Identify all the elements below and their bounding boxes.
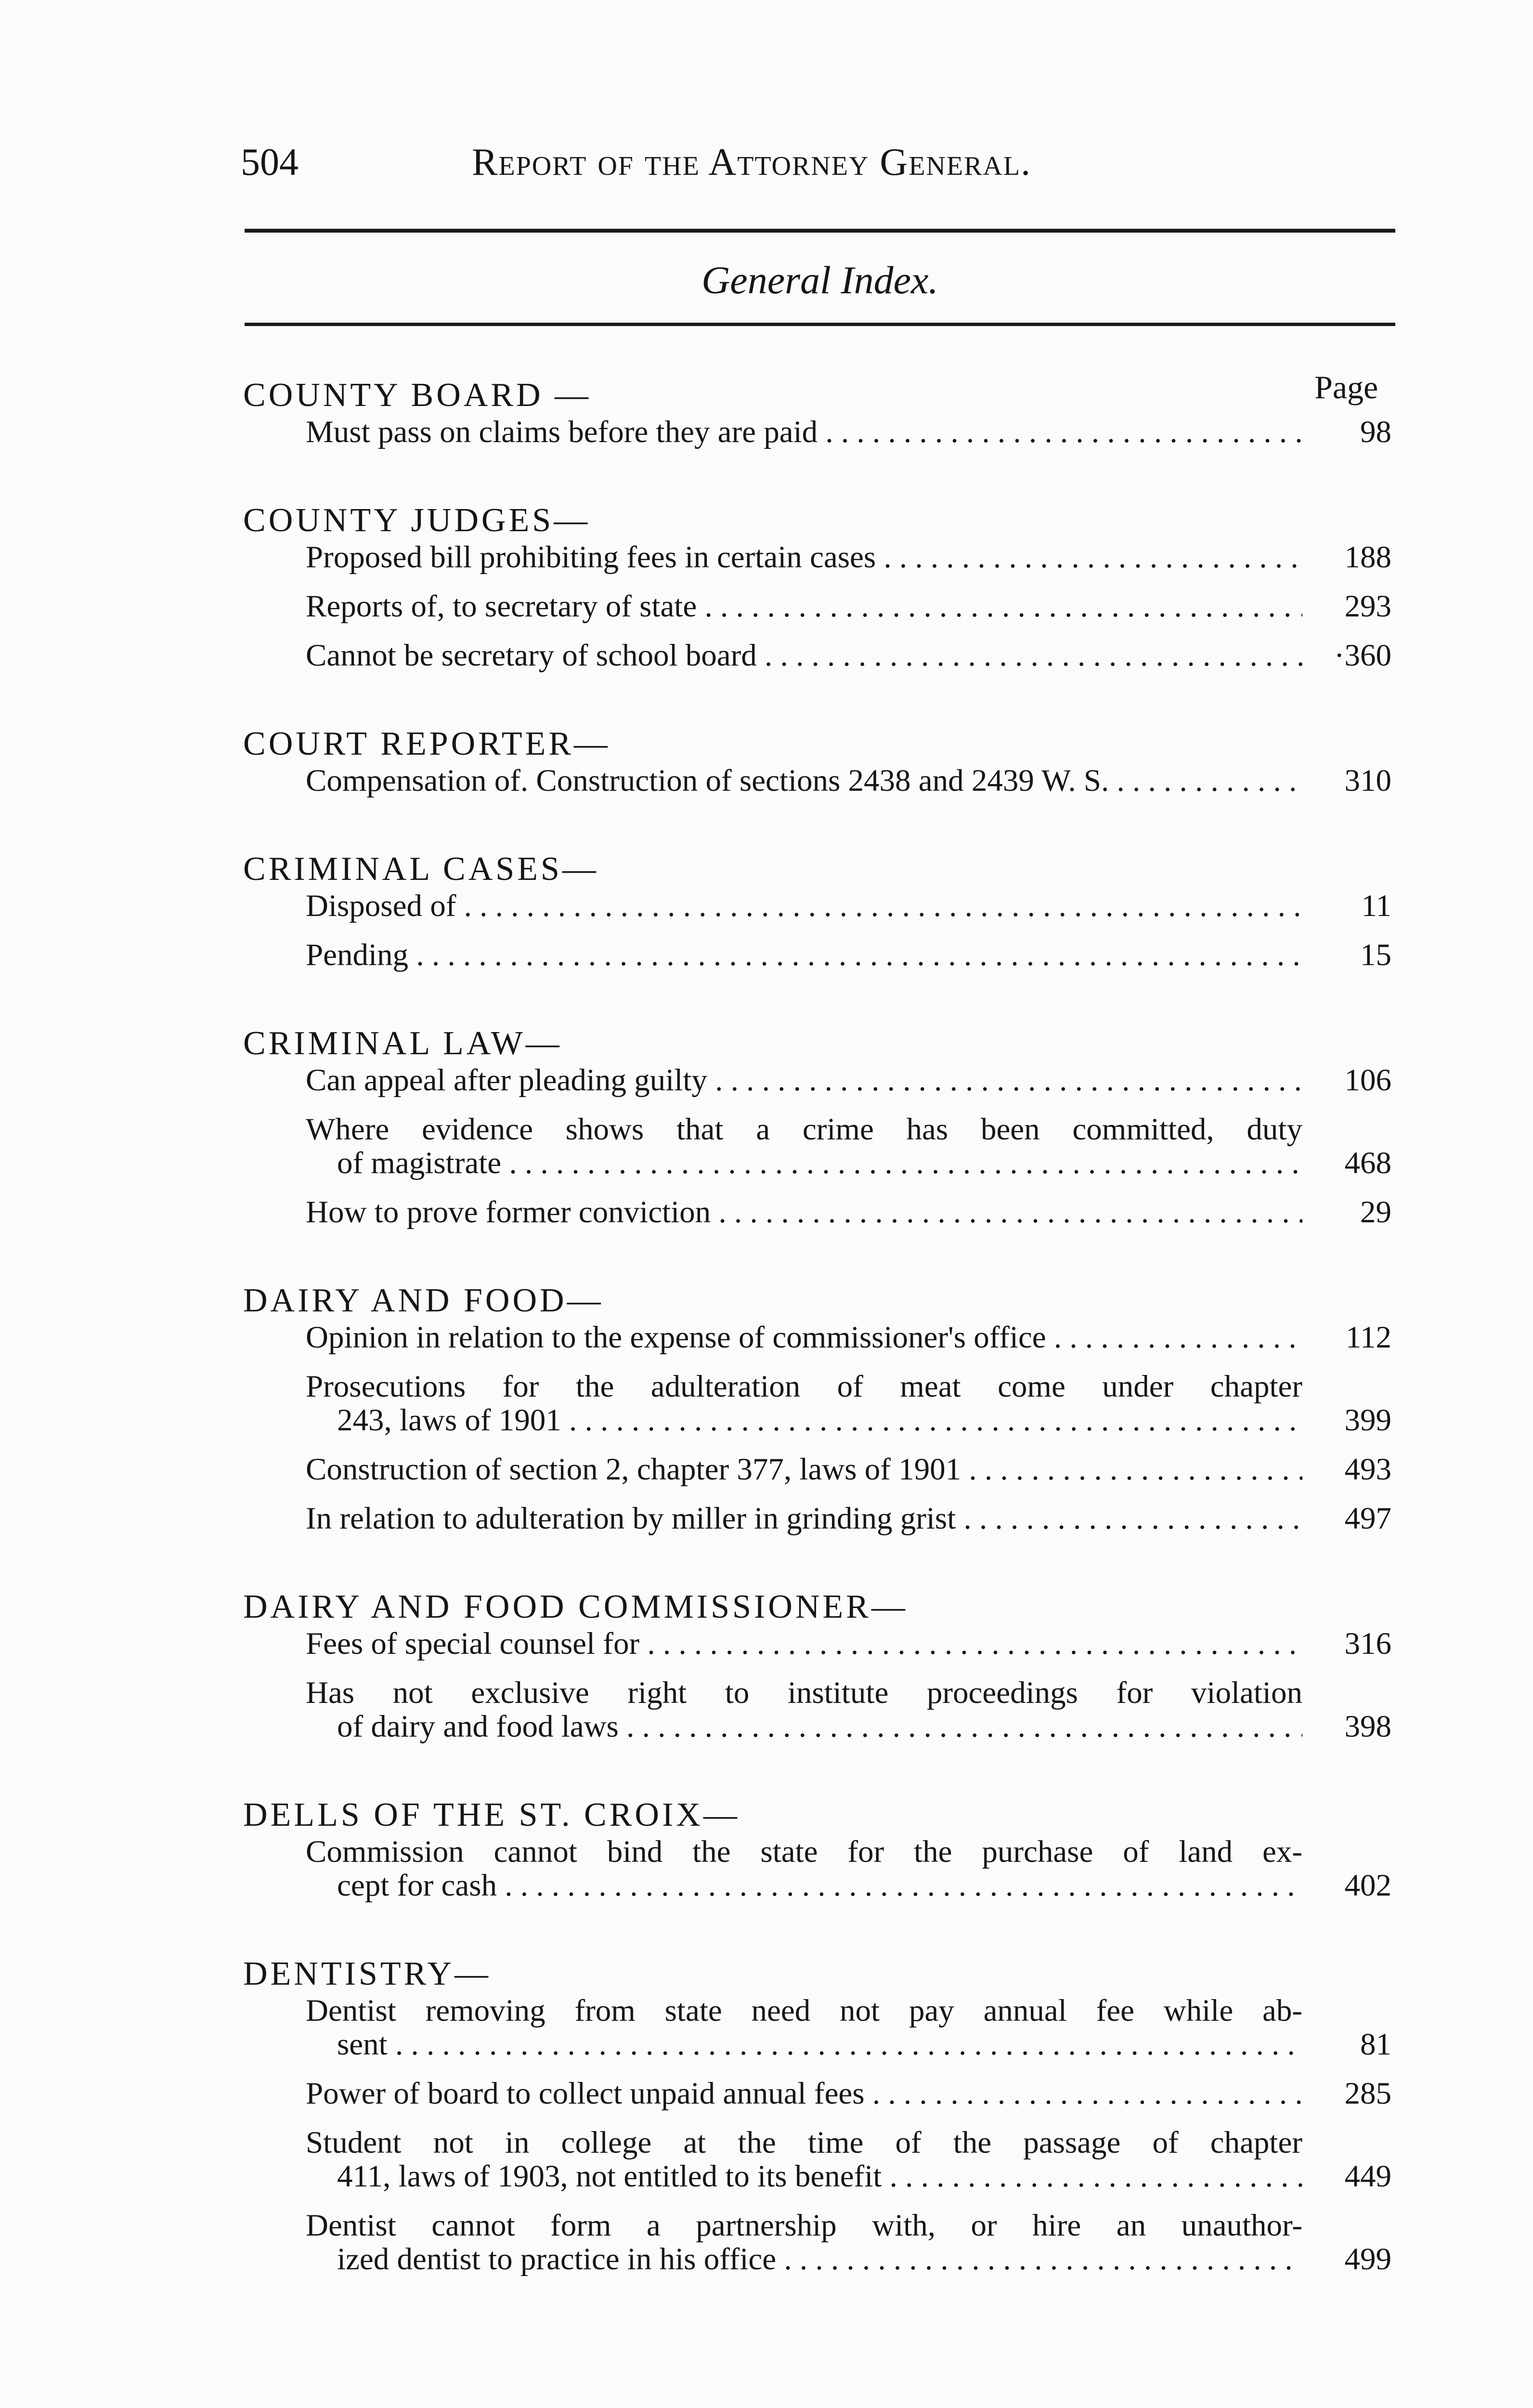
index-item-text: Prosecutions for the adulteration of meat come under chapter (306, 1370, 1302, 1403)
general-index (243, 376, 1399, 2328)
index-item-text: Must pass on claims before they are paid . . . (306, 415, 1302, 449)
top-rule (245, 229, 1395, 233)
index-item-text: Construction of section 2, chapter 377, laws of 1901 . . . (306, 1453, 1302, 1486)
index-entry (243, 1281, 1399, 1535)
index-item (306, 938, 1391, 972)
index-heading: COURT REPORTER— (243, 725, 611, 762)
index-item-text: Power of board to collect unpaid annual fees . . . (306, 2077, 1302, 2110)
index-item-page: 497 (1314, 1502, 1391, 1535)
index-item-continuation: of magistrate . . . (306, 1146, 1302, 1180)
index-entry (243, 1795, 1399, 1902)
index-item (306, 2076, 1391, 2111)
index-item-text: Fees of special counsel for . . . (306, 1627, 1302, 1661)
index-item-text: Cannot be secretary of school board . . . (306, 639, 1302, 672)
index-item-text: In relation to adulteration by miller in grinding grist . . . (306, 1502, 1302, 1535)
index-item (306, 2126, 1391, 2194)
index-item-text: Opinion in relation to the expense of commissioner's office . . . (306, 1321, 1302, 1354)
index-item-page: 402 (1314, 1869, 1391, 1902)
index-item (306, 1370, 1391, 1438)
running-head (241, 141, 1396, 189)
index-item (306, 638, 1391, 673)
index-item (306, 1835, 1391, 1903)
index-heading: CRIMINAL CASES— (243, 851, 599, 888)
bottom-rule (245, 323, 1395, 326)
index-item-page: 81 (1314, 2028, 1391, 2061)
index-item (306, 1676, 1391, 1744)
index-item (306, 589, 1391, 624)
index-item-page: 449 (1314, 2159, 1391, 2193)
index-item-page: 112 (1314, 1321, 1391, 1354)
index-item (306, 1501, 1391, 1536)
page-column-label: Page (1314, 369, 1378, 406)
index-item-page: 106 (1314, 1063, 1391, 1097)
index-heading: COUNTY BOARD — (243, 377, 592, 414)
index-item (306, 1994, 1391, 2062)
index-item-text: Proposed bill prohibiting fees in certain cases . . . (306, 540, 1302, 574)
index-entry (243, 1587, 1399, 1743)
index-item-text: Compensation of. Construction of sections 2438 and 2439 W. S. . . . (306, 764, 1302, 798)
index-item (306, 889, 1391, 923)
index-item-page: ·360 (1314, 639, 1391, 672)
index-item (306, 1112, 1391, 1180)
index-heading: DAIRY AND FOOD COMMISSIONER— (243, 1588, 908, 1625)
index-item-continuation: ized dentist to practice in his office . . . (306, 2242, 1302, 2276)
index-heading: DELLS OF THE ST. CROIX— (243, 1796, 740, 1833)
index-item-page: 399 (1314, 1403, 1391, 1437)
section-title: General Index. (702, 258, 938, 302)
index-item-page: 493 (1314, 1453, 1391, 1486)
index-item-continuation: sent . . . (306, 2028, 1302, 2061)
index-item-page: 15 (1314, 938, 1391, 972)
index-item-page: 310 (1314, 764, 1391, 798)
index-item-page: 285 (1314, 2077, 1391, 2110)
index-item (306, 1063, 1391, 1098)
index-item-page: 98 (1314, 415, 1391, 449)
index-item (306, 1195, 1391, 1230)
index-item (306, 2209, 1391, 2277)
index-heading: DAIRY AND FOOD— (243, 1282, 604, 1319)
index-item-text: Has not exclusive right to institute proceedings for violation (306, 1676, 1302, 1710)
index-item-page: 398 (1314, 1710, 1391, 1743)
index-item-text: Disposed of . . . (306, 889, 1302, 923)
index-item-continuation: of dairy and food laws . . . (306, 1710, 1302, 1743)
index-item-continuation: 411, laws of 1903, not entitled to its benefit . . . (306, 2159, 1302, 2193)
index-item (306, 1452, 1391, 1487)
index-item-continuation: cept for cash . . . (306, 1869, 1302, 1902)
index-entry (243, 501, 1399, 672)
index-item-page: 188 (1314, 540, 1391, 574)
index-item-page: 293 (1314, 589, 1391, 623)
index-entry (243, 1954, 1399, 2276)
index-item-text: Dentist removing from state need not pay annual fee while ab- (306, 1994, 1302, 2028)
index-item-page: 468 (1314, 1146, 1391, 1180)
index-item-text: Student not in college at the time of the passage of chapter (306, 2126, 1302, 2159)
index-entry (243, 850, 1399, 972)
index-item-text: Dentist cannot form a partnership with, or hire an unauthor- (306, 2209, 1302, 2242)
index-item-text: Reports of, to secretary of state . . . (306, 589, 1302, 623)
index-item-page: 316 (1314, 1627, 1391, 1661)
index-item-text: Commission cannot bind the state for the purchase of land ex- (306, 1835, 1302, 1869)
index-item-page: 11 (1314, 889, 1391, 923)
index-item-text: Can appeal after pleading guilty . . . (306, 1063, 1302, 1097)
index-item-text: How to prove former conviction . . . (306, 1195, 1302, 1229)
index-heading: COUNTY JUDGES— (243, 502, 591, 539)
index-item (306, 1626, 1391, 1661)
running-title: Report of the Attorney General. (472, 141, 1032, 183)
index-item (306, 415, 1391, 449)
index-heading: DENTISTRY— (243, 1955, 491, 1992)
index-item (306, 763, 1391, 798)
index-item-text: Where evidence shows that a crime has been committed, duty (306, 1112, 1302, 1146)
index-entry (243, 724, 1399, 798)
index-entry (243, 376, 1399, 449)
index-item (306, 1320, 1391, 1355)
index-item-continuation: 243, laws of 1901 . . . (306, 1403, 1302, 1437)
index-item (306, 540, 1391, 575)
index-heading: CRIMINAL LAW— (243, 1025, 562, 1062)
page-number: 504 (241, 141, 299, 183)
index-item-page: 29 (1314, 1195, 1391, 1229)
index-item-page: 499 (1314, 2242, 1391, 2276)
index-item-text: Pending . . . (306, 938, 1302, 972)
index-entry (243, 1024, 1399, 1229)
